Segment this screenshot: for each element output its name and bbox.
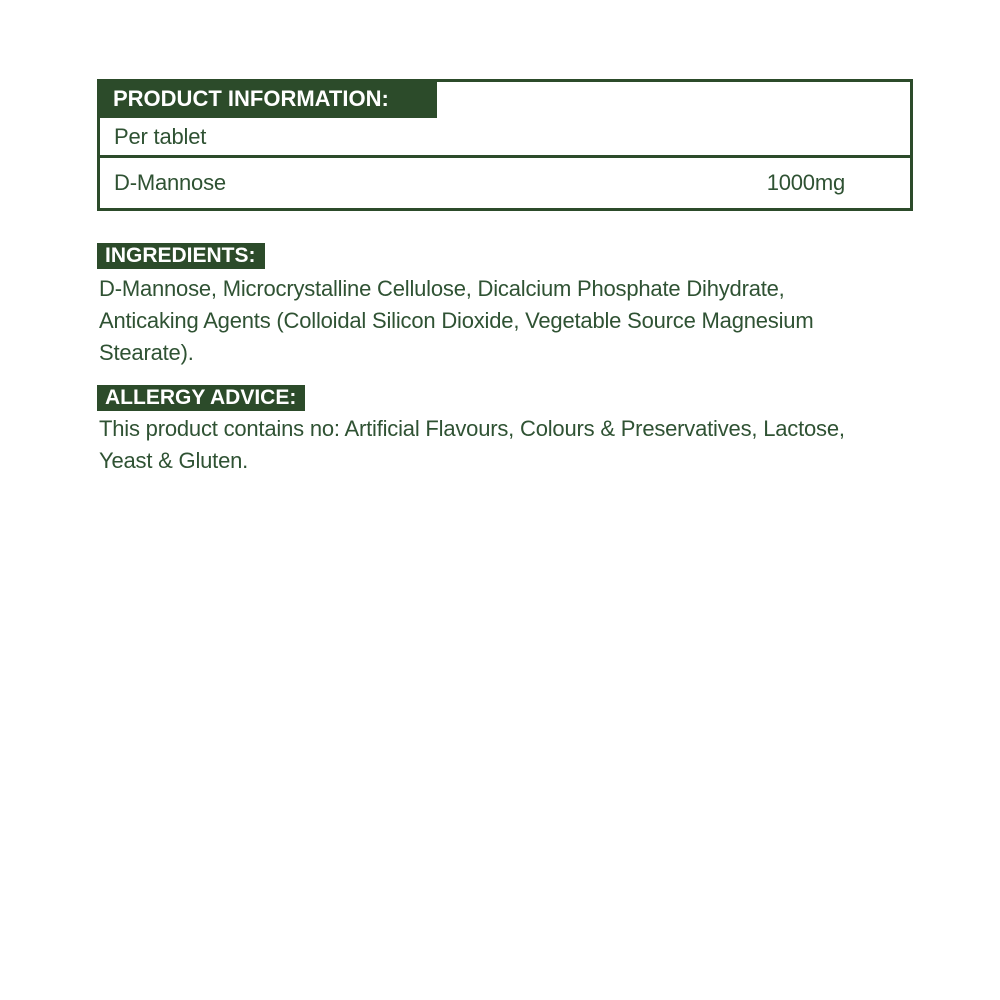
per-tablet-label: Per tablet	[114, 123, 207, 149]
allergy-line: Yeast & Gluten.	[99, 448, 249, 473]
per-tablet-row	[100, 118, 910, 158]
ingredient-amount: 1000mg	[766, 170, 845, 195]
allergy-advice-heading: ALLERGY ADVICE:	[97, 385, 305, 411]
allergy-advice-text	[99, 413, 845, 477]
ingredients-line: Stearate).	[99, 340, 194, 365]
ingredient-name: D-Mannose	[114, 170, 226, 195]
product-information-table	[97, 79, 913, 211]
table-row	[100, 158, 910, 208]
product-information-header: PRODUCT INFORMATION:	[113, 85, 389, 111]
ingredients-text	[99, 273, 813, 369]
ingredients-line: D-Mannose, Microcrystalline Cellulose, Dicalcium Phosphate Dihydrate,	[99, 276, 785, 301]
product-information-header-banner	[97, 79, 437, 118]
ingredients-line: Anticaking Agents (Colloidal Silicon Dioxide, Vegetable Source Magnesium	[99, 308, 814, 333]
ingredients-heading: INGREDIENTS:	[97, 243, 265, 269]
allergy-line: This product contains no: Artificial Flavours, Colours & Preservatives, Lactose,	[99, 416, 845, 441]
